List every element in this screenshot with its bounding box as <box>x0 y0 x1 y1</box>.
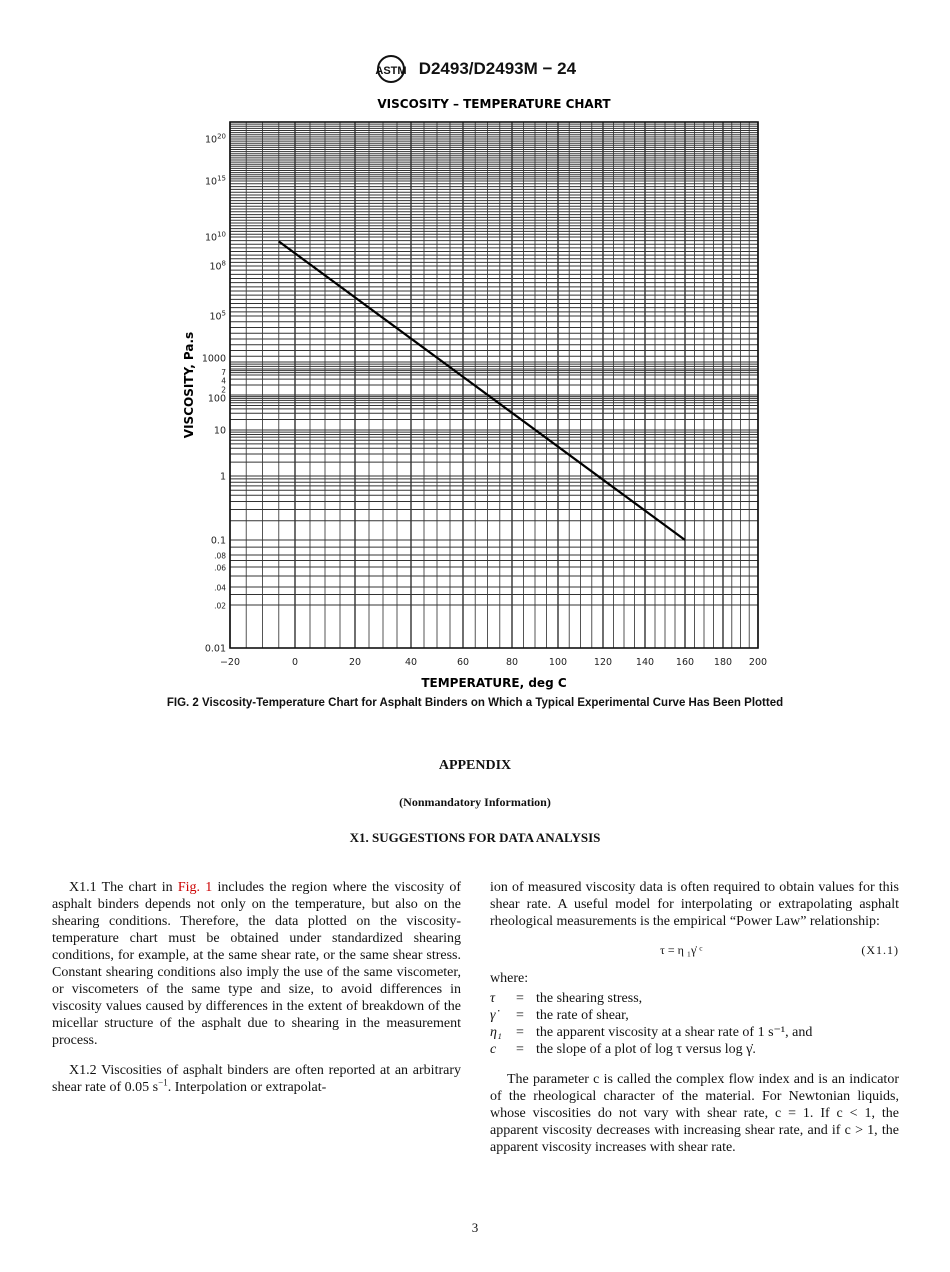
y-tick-label: $10^5$ <box>209 309 226 323</box>
y-tick-label: 1000 <box>201 353 226 365</box>
y-tick-label: 100 <box>207 393 226 405</box>
fig-1-link[interactable]: Fig. 1 <box>177 880 213 895</box>
definition-symbol: c <box>490 1042 497 1057</box>
x-tick-label: 200 <box>748 657 768 668</box>
y-tick-label: 0.01 <box>204 643 226 655</box>
y-tick-label: $10^8$ <box>209 259 226 273</box>
equation-number: (X1.1) <box>861 943 899 957</box>
x-tick-label: 120 <box>593 657 613 668</box>
standard-designation: D2493/D2493M − 24 <box>418 59 577 78</box>
viscosity-temperature-chart <box>0 90 950 690</box>
x-tick-label: 180 <box>713 657 733 668</box>
definition-eq: = <box>516 1042 524 1057</box>
definition-symbol: η₁ <box>490 1025 502 1040</box>
astm-logo-icon <box>374 54 408 84</box>
y-tick-label: 4 <box>221 376 226 386</box>
paragraph-x1-1 <box>52 879 461 1049</box>
superscript: −1 <box>158 1077 168 1088</box>
paragraph-x1-2 <box>52 1062 461 1096</box>
y-axis-label: VISCOSITY, Pa.s <box>182 331 196 439</box>
y-tick-label: .04 <box>214 583 226 593</box>
y-tick-label: $10^{20}$ <box>204 132 226 146</box>
x-tick-label: 140 <box>635 657 655 668</box>
definition-eq: = <box>516 1008 524 1023</box>
definition-eq: = <box>516 1025 524 1040</box>
definitions-list <box>490 990 899 1058</box>
definition-text: the rate of shear, <box>536 1008 629 1023</box>
definition-eq: = <box>516 991 524 1006</box>
appendix-title: APPENDIX <box>438 758 512 773</box>
paragraph-complex-flow-index: The parameter c is called the complex flow index and is an indicator of the rheological character of the material. For Newtonian liquids, whose viscosities do not vary with shear rate, c = 1. If c < 1, the apparent viscosity decreases with increasing shear rate, and if c > 1, the apparent viscosity increases with shear rate. <box>490 1072 899 1155</box>
section-heading: X1. SUGGESTIONS FOR DATA ANALYSIS <box>349 830 601 845</box>
x-tick-labels <box>220 657 767 668</box>
figure-caption: FIG. 2 Viscosity-Temperature Chart for Asphalt Binders on Which a Typical Experimental Curve Has Been Plotted <box>166 697 784 709</box>
text: X1.2 Viscosities of asphalt binders are often reported at an arbitrary shear rate of 0.05 s <box>52 1063 461 1095</box>
x-tick-label: 80 <box>505 657 519 668</box>
x-tick-label: 40 <box>404 657 418 668</box>
y-tick-label: $10^{15}$ <box>204 174 226 188</box>
where-label: where: <box>490 971 529 986</box>
y-tick-label: .02 <box>214 601 226 611</box>
y-tick-label: 10 <box>213 425 226 437</box>
right-column <box>490 879 899 1169</box>
x-tick-label: −20 <box>219 657 241 668</box>
x-axis-label: TEMPERATURE, deg C <box>421 676 567 690</box>
left-column <box>52 879 461 1109</box>
chart-title: VISCOSITY – TEMPERATURE CHART <box>377 97 611 111</box>
x-tick-label: 20 <box>348 657 362 668</box>
definition-symbol: γ̇ <box>490 1008 496 1023</box>
definition-text: the slope of a plot of log τ versus log γ̇. <box>536 1042 756 1057</box>
text: includes the region where the viscosity of asphalt binders depends not only on the temperature, but also on the shearing conditions. Therefore, the data plotted on the viscosity-temperature chart must be obtained under standardized shearing conditions, for example, at the same shear rate, or the same shear stress. Constant shearing conditions also imply the use of the same viscometer, or viscometers of the same type and size, to avoid differences in viscosity values caused by differences in the extent of breakdown of the micellar structure of the asphalt due to shearing in the measurement process. <box>52 880 461 1048</box>
text: X1.1 The chart in <box>69 880 178 895</box>
y-tick-label: $10^{10}$ <box>204 230 226 244</box>
text: . Interpolation or extrapolat- <box>167 1080 327 1095</box>
x-tick-label: 160 <box>675 657 695 668</box>
y-tick-label: 0.1 <box>210 535 226 547</box>
x-tick-label: 60 <box>456 657 470 668</box>
page-number: 3 <box>471 1220 479 1235</box>
paragraph-x1-2-continued: ion of measured viscosity data is often required to obtain values for this shear rate. A useful model for interpolating or extrapolating asphalt rheological measurements is the empirical “Power Law” relationship: <box>490 880 899 929</box>
page-header <box>0 54 950 84</box>
definition-text: the shearing stress, <box>536 991 643 1006</box>
definition-item <box>490 1041 899 1058</box>
chart-grid <box>230 122 758 648</box>
x-tick-label: 100 <box>548 657 568 668</box>
y-tick-label: .08 <box>214 551 226 561</box>
definition-item <box>490 1007 899 1024</box>
definition-item <box>490 990 899 1007</box>
equation: τ = η ₁γ̇ ᶜ <box>660 943 703 957</box>
definition-symbol: τ <box>490 991 496 1006</box>
y-tick-label: 7 <box>221 367 226 377</box>
y-tick-labels <box>202 133 226 655</box>
svg-text:ASTM: ASTM <box>375 65 407 77</box>
definition-text: the apparent viscosity at a shear rate of 1 s⁻¹, and <box>536 1025 813 1040</box>
equation-x1-1 <box>490 942 899 962</box>
y-tick-label: 2 <box>221 385 226 395</box>
definition-item <box>490 1024 899 1041</box>
y-tick-label: .06 <box>214 563 226 573</box>
x-tick-label: 0 <box>291 657 299 668</box>
y-tick-label: 1 <box>219 471 226 483</box>
appendix-subtitle: (Nonmandatory Information) <box>399 795 551 809</box>
